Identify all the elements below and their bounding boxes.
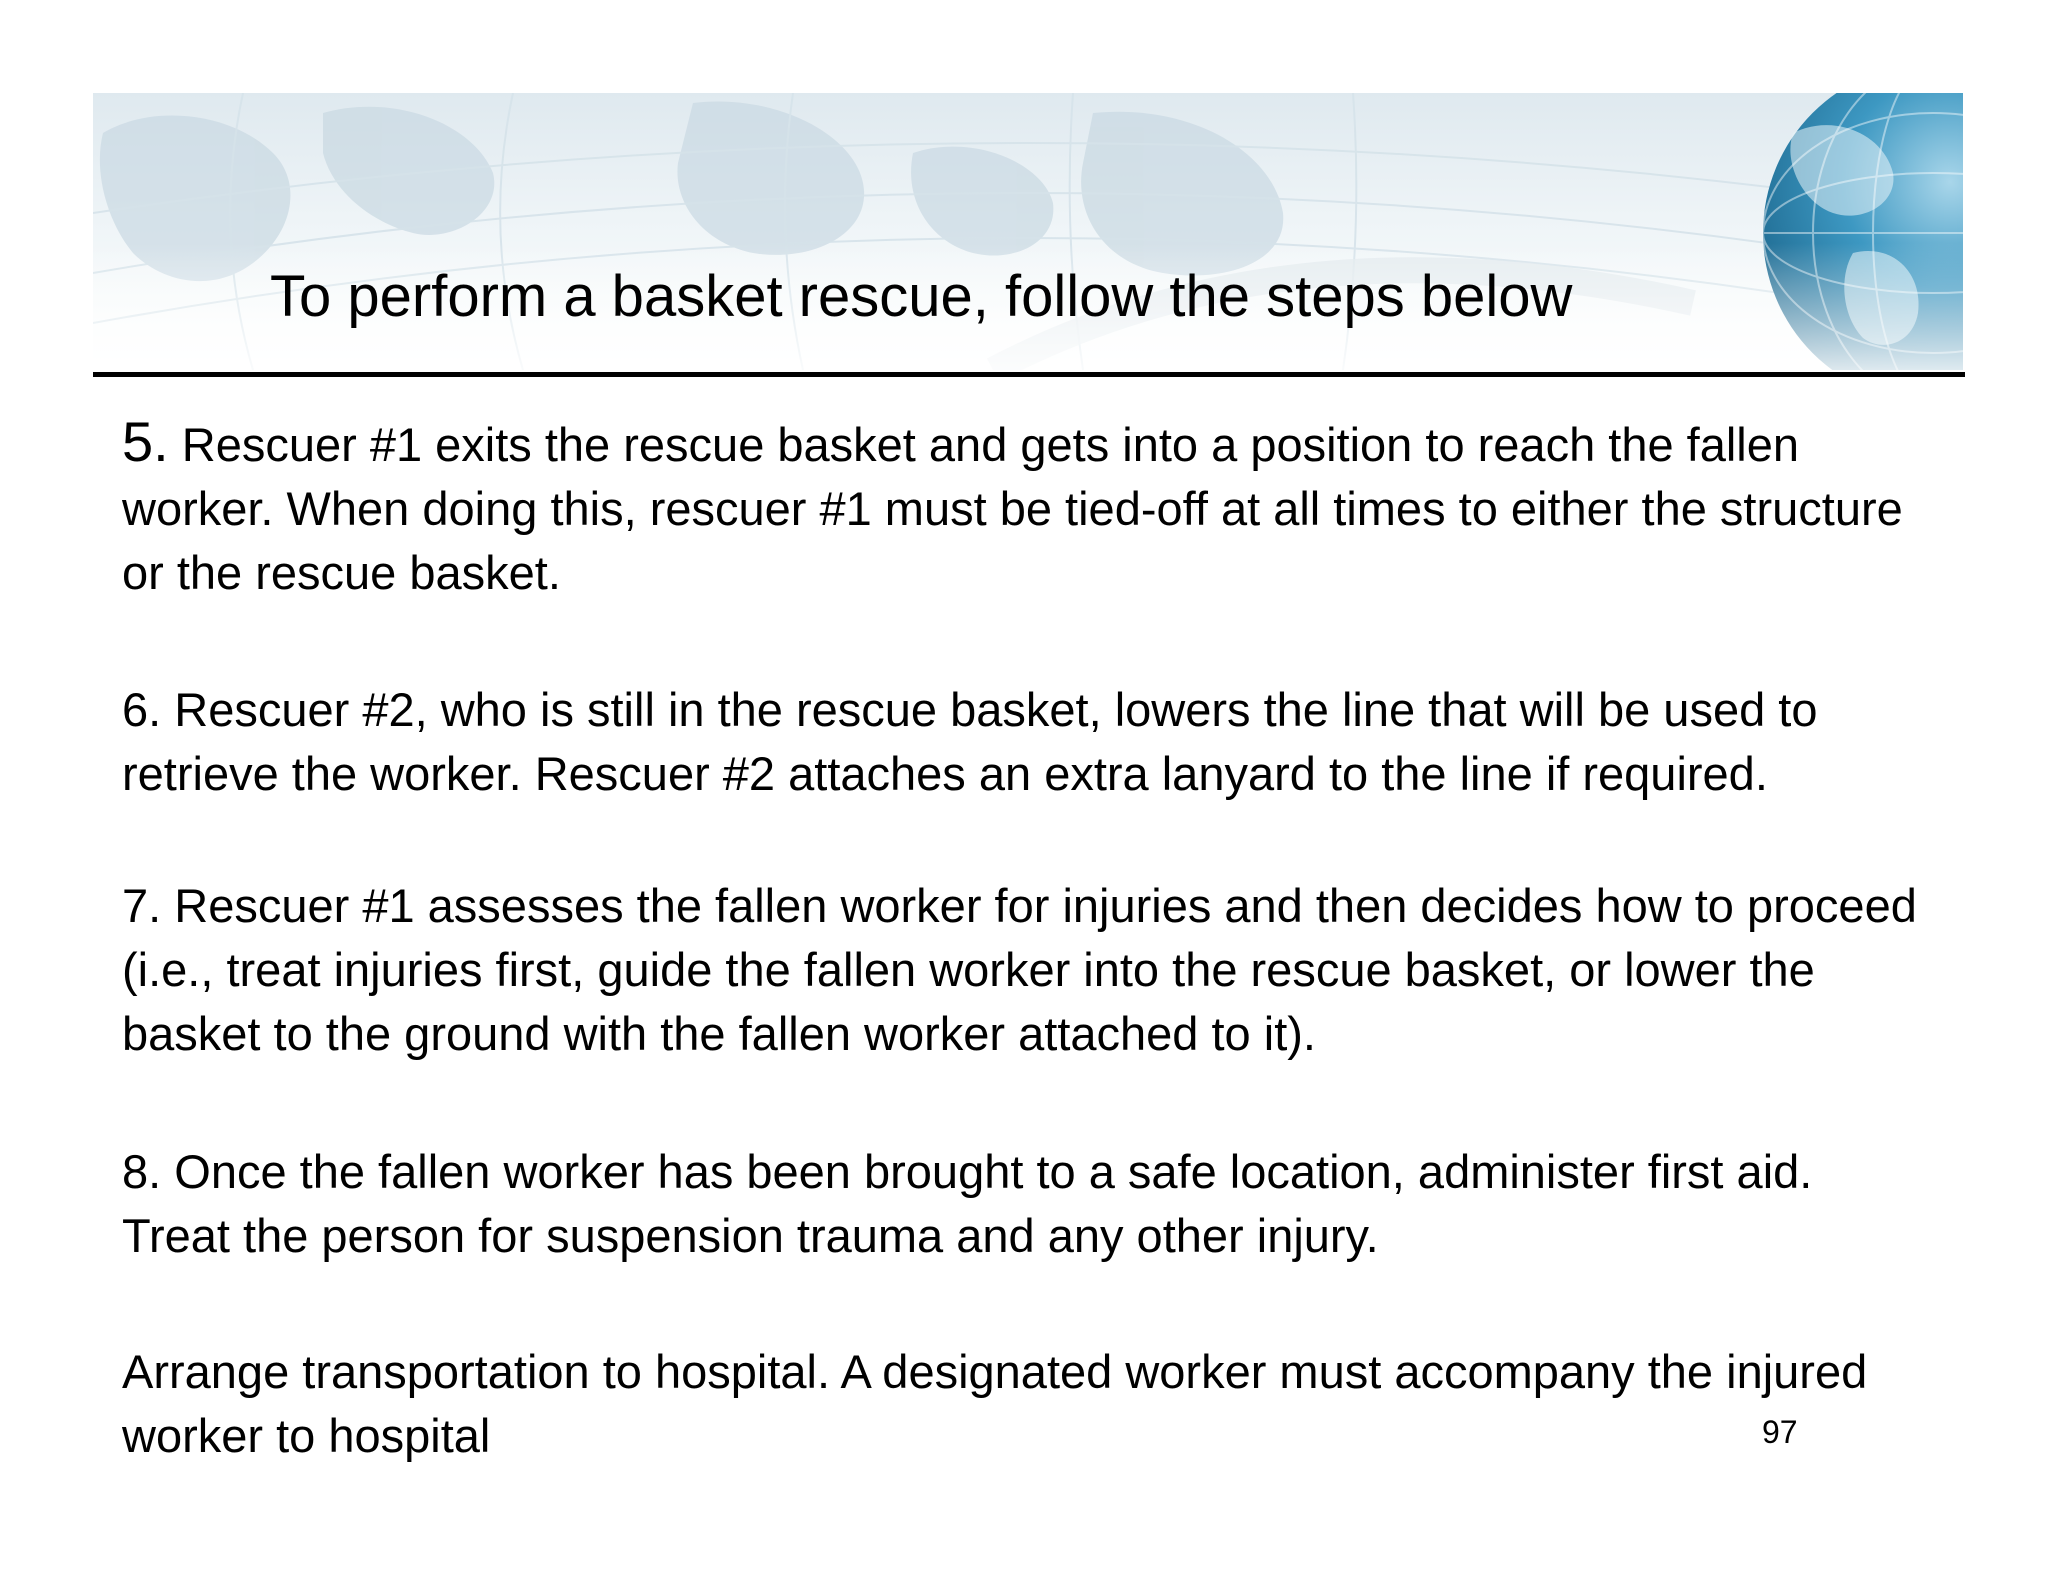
closing-paragraph: Arrange transportation to hospital. A designated worker must accompany the injured worker to hospital (122, 1345, 1868, 1462)
slide-title: To perform a basket rescue, follow the steps below (270, 264, 1573, 329)
step-text: Once the fallen worker has been brought to a safe location, administer first aid. Treat the person for suspension trauma and any other injury. (122, 1145, 1813, 1262)
step-text: Rescuer #1 exits the rescue basket and gets into a position to reach the fallen worker. When doing this, rescuer #1 must be tied-off at all times to either the structure or the rescue basket. (122, 418, 1903, 599)
step-text: Rescuer #1 assesses the fallen worker for injuries and then decides how to proceed (i.e., treat injuries first, guide the fallen worker into the rescue basket, or lower the basket to the ground with the fallen worker attached to it). (122, 879, 1917, 1060)
step-7 (122, 874, 1922, 1066)
step-8 (122, 1140, 1922, 1268)
step-text: Rescuer #2, who is still in the rescue basket, lowers the line that will be used to retrieve the worker. Rescuer #2 attaches an extra lanyard to the line if required. (122, 683, 1818, 800)
step-number: 5. (122, 410, 169, 473)
step-number: 7. (122, 879, 162, 932)
step-6 (122, 678, 1922, 806)
step-number: 8. (122, 1145, 162, 1198)
page-number: 97 (1762, 1414, 1798, 1450)
step-5 (122, 410, 1922, 605)
title-divider (93, 372, 1965, 377)
step-number: 6. (122, 683, 162, 736)
